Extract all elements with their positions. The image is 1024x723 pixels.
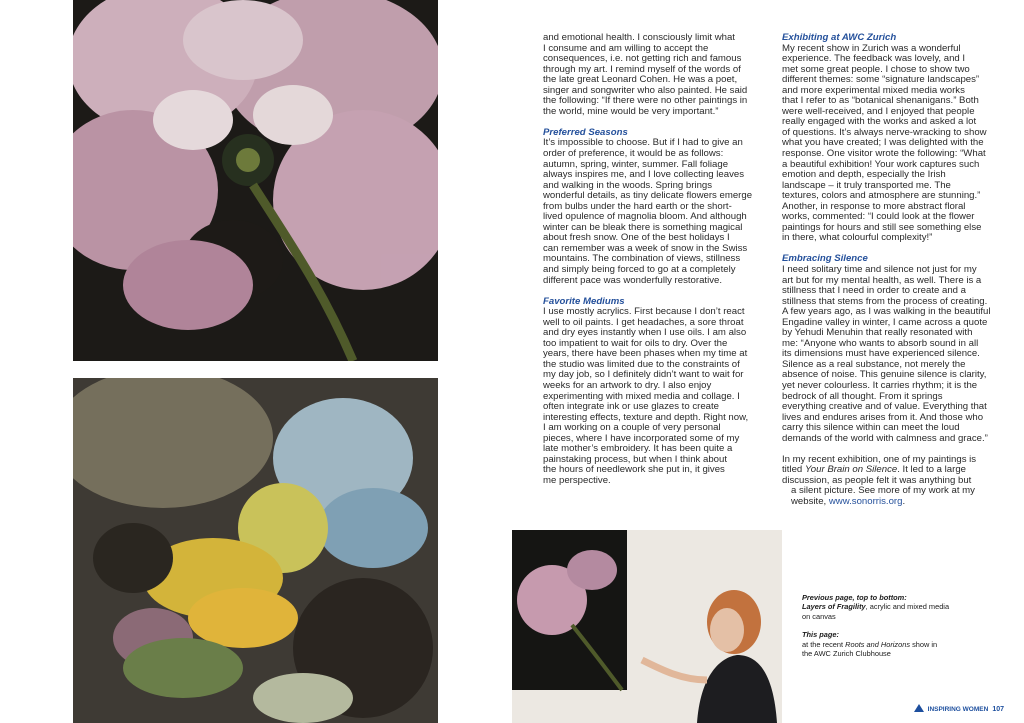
text-line: always inspires me, and I love collecting leaves bbox=[543, 169, 745, 181]
embracing-silence-paragraph bbox=[782, 265, 997, 444]
text-line: textures, colors and atmosphere are stunning.” bbox=[782, 190, 981, 202]
text-line: paintings for hours and still see something else bbox=[782, 221, 982, 233]
text-line: years, there have been phases when my time at bbox=[543, 348, 748, 360]
text-line: I need solitary time and silence not just for my bbox=[782, 263, 977, 275]
text-line: and dry eyes instantly when I use oils. I am also bbox=[543, 327, 747, 339]
text-line: experience. The feedback was lovely, and I bbox=[782, 53, 966, 65]
text-line: stillness that I need in order to create and a bbox=[782, 285, 966, 297]
text-line: carry this silence within can meet the loud bbox=[782, 422, 960, 434]
text-line: and walking in the woods. Spring brings bbox=[543, 179, 713, 191]
text-line: from bulbs under the hard earth or the short- bbox=[543, 200, 732, 212]
text-line: were well-received, and I enjoyed that people bbox=[782, 105, 975, 117]
intro-paragraph bbox=[543, 33, 767, 117]
text-line: bedrock of all thought. From it springs bbox=[782, 390, 943, 402]
website-link[interactable]: www.sonorris.org bbox=[828, 495, 903, 507]
text-line: well to oil paints. I get headaches, a sore throat bbox=[543, 316, 744, 328]
flower-painting-image bbox=[73, 0, 438, 361]
text-line: experimenting with mixed media and collage. I bbox=[543, 390, 740, 402]
text-line: and simply being forced to go at a completely bbox=[543, 263, 736, 275]
text-line: its dimensions must have experienced silence. bbox=[782, 348, 980, 360]
painting-title: Your Brain on Silence bbox=[804, 464, 898, 476]
text-line: lived opulence of magnolia bloom. And although bbox=[543, 211, 747, 223]
text-line: order of preference, it would be as follows: bbox=[543, 147, 724, 159]
text-line: of questions. It’s always nerve-wracking to show bbox=[782, 126, 987, 138]
section-heading-preferred-seasons: Preferred Seasons bbox=[543, 126, 628, 138]
text-line: a beautiful exhibition! Your work captures such bbox=[782, 158, 980, 170]
text-line: winter can be bleak there is something magical bbox=[543, 221, 743, 233]
text-line: I am working on a couple of very personal bbox=[543, 422, 721, 434]
text-line: mountains. The combination of views, stillness bbox=[543, 253, 741, 265]
text-line: the studio was limited due to the constraints of bbox=[543, 358, 740, 370]
text-line: the hours of needlework she put in, it gives bbox=[543, 464, 725, 476]
text-line: painstaking process, but when I think about bbox=[543, 453, 727, 465]
text-line: A few years ago, as I was walking in the beautiful bbox=[782, 306, 991, 318]
text-line: yet never colourless. It carries rhythm; it is the bbox=[782, 380, 978, 391]
text-line: I use mostly acrylics. First because I don’t react bbox=[543, 306, 745, 318]
section-heading-embracing-silence: Embracing Silence bbox=[782, 253, 868, 265]
page-number: 107 bbox=[992, 705, 1004, 713]
text-line: everything creative and of value. Everything that bbox=[782, 401, 987, 413]
text-line: Engadine valley in winter, I came across a quote bbox=[782, 316, 988, 328]
image-caption: Previous page, top to bottom: Layers of Fragility, acrylic and mixed media on canvas This page: at the recent Roots and Horizons show in the AWC Zurich Clubhouse bbox=[802, 593, 950, 659]
text-line: can remember was a week of snow in the Swiss bbox=[543, 242, 748, 254]
text-line: consequences, i.e. not getting rich and famous bbox=[543, 53, 742, 65]
text-line: autumn, spring, winter, summer. Fall foliage bbox=[543, 158, 729, 170]
text-line: It’s impossible to choose. But if I had to give an bbox=[543, 137, 743, 149]
closing-paragraph: In my recent exhibition, one of my paintings is titled Your Brain on Silence. It led to a large discussion, as people felt it was anything but a silent picture. See more of my work at my website, www.sonorris.org. bbox=[782, 453, 977, 507]
preferred-seasons-paragraph bbox=[543, 138, 767, 286]
text-line: often integrate ink or use glazes to create bbox=[543, 401, 719, 413]
abstract-floral-painting-image bbox=[73, 378, 438, 723]
text-line: too impatient to wait for oils to dry. Over the bbox=[543, 337, 728, 349]
text-line: landscape – it truly transported me. The bbox=[782, 179, 951, 191]
page-footer bbox=[914, 704, 1004, 715]
text-line: interesting effects, texture and depth. Right now, bbox=[543, 411, 749, 423]
footer-brand: INSPIRING WOMEN bbox=[927, 705, 989, 713]
text-line: that I refer to as “botanical shenanigans.” Both bbox=[782, 95, 979, 107]
text-line: weeks for an artwork to dry. I also enjoy bbox=[543, 379, 712, 391]
text-line: pieces, where I have incorporated some of my bbox=[543, 432, 740, 444]
exhibiting-paragraph bbox=[782, 44, 997, 244]
text-line: and more experimental mixed media works bbox=[782, 84, 965, 96]
text-line: works, commented: “I could look at the flower bbox=[782, 211, 975, 223]
text-line: me: “Anyone who wants to absorb sound in all bbox=[782, 337, 979, 349]
text-line: about fresh snow. One of the best holidays I bbox=[543, 232, 730, 244]
text-line: in there, what colourful complexity!” bbox=[782, 232, 933, 244]
text-line: My recent show in Zurich was a wonderful bbox=[782, 42, 961, 54]
text-line: late mother’s embroidery. It has been quite a bbox=[543, 443, 733, 455]
text-line: the following: “If there were no other paintings in bbox=[543, 95, 748, 107]
text-line: emotion and depth, especially the Irish bbox=[782, 169, 946, 181]
article-column-left bbox=[543, 33, 767, 486]
favorite-mediums-paragraph bbox=[543, 307, 767, 486]
text-line: different pace was wonderfully restorative. bbox=[543, 274, 722, 286]
article-column-right bbox=[782, 33, 997, 508]
text-line: met some great people. I chose to show two bbox=[782, 63, 970, 75]
text-line: response. One visitor wrote the following: “What bbox=[782, 148, 986, 160]
section-heading-exhibiting: Exhibiting at AWC Zurich bbox=[782, 32, 897, 43]
text-line: different themes: some “signature landscapes” bbox=[782, 74, 980, 86]
text-line: and emotional health. I consciously limit what bbox=[543, 32, 735, 43]
text-line: Another, in response to more abstract floral bbox=[782, 200, 966, 212]
text-line: I consume and am willing to accept the bbox=[543, 42, 709, 54]
text-line: Silence as a real substance, not merely the bbox=[782, 358, 966, 370]
text-line: demands of the world with calmness and grace.” bbox=[782, 432, 988, 444]
text-line: absence of noise. This genuine silence is clarity, bbox=[782, 369, 987, 381]
text-line: by Yehudi Menuhin that really resonated with bbox=[782, 327, 973, 339]
text-line: wonderful details, as tiny delicate flowers emerge bbox=[543, 190, 753, 202]
artist-photo-image bbox=[512, 530, 782, 723]
section-heading-favorite-mediums: Favorite Mediums bbox=[543, 295, 625, 307]
text-line: stillness that stems from the process of creating. bbox=[782, 295, 988, 307]
text-line: the late great Leonard Cohen. He was a poet, bbox=[543, 74, 738, 86]
text-line: lives and endures arises from it. And those who bbox=[782, 411, 984, 423]
text-line: through my art. I remind myself of the words of bbox=[543, 63, 741, 75]
brand-logo-icon bbox=[914, 704, 924, 715]
text-line: art but for my mental health, as well. There is a bbox=[782, 274, 982, 286]
text-line: singer and songwriter who also painted. He said bbox=[543, 84, 748, 96]
text-line: really engaged with the works and asked a lot bbox=[782, 116, 977, 128]
text-line: me perspective. bbox=[543, 474, 611, 486]
text-line: what you have created; I was delighted with the bbox=[782, 137, 984, 149]
text-line: my day job, so I definitely didn’t want to wait for bbox=[543, 369, 744, 381]
text-line: the world, mine would be very important.” bbox=[543, 105, 719, 117]
